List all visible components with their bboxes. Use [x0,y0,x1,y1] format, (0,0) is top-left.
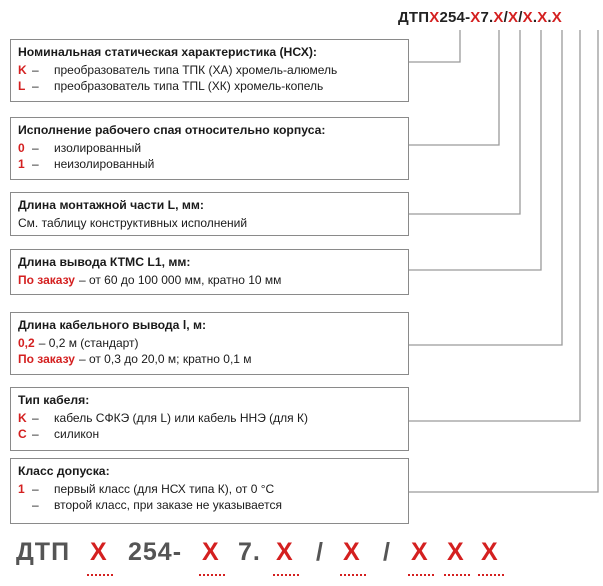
code-slash-2: / [518,9,523,26]
box-tolerance-row-2: – второй класс, при заказе не указывается [18,497,401,514]
option-text: преобразователь типа ТПК (ХА) хромель-алюмель [54,62,338,77]
dotted-underline [87,574,113,576]
bottom-code-x3: Х [276,538,294,566]
box-mount-length-line: См. таблицу конструктивных исполнений [18,215,248,230]
box-junction-row-1: 1 – неизолированный [18,157,155,171]
box-cable-length [10,312,409,375]
bottom-code-x1: Х [90,538,108,566]
order-label: По заказу [18,272,75,287]
bottom-code-x4: Х [343,538,361,566]
dotted-underline [478,574,504,576]
option-text: кабель СФКЭ (для L) или кабель ННЭ (для К) [54,410,309,425]
box-junction [10,117,409,180]
box-mount-length-title: Длина монтажной части L, мм: [18,198,204,212]
connector-tolerance [409,30,598,492]
option-key: K [18,62,27,77]
box-mount-length [10,192,409,236]
box-nsh-row-k: K – преобразователь типа ТПК (ХА) хромель-алюмель [18,62,338,77]
code-pos-ktms: Х [508,9,519,26]
box-cable-type-title: Тип кабеля: [18,393,90,407]
code-pos-cable-length: Х [522,9,533,26]
connector-mount-length [409,30,520,214]
code-pos-tolerance: Х [551,9,563,26]
box-junction-row-0: 0 – изолированный [18,140,142,155]
bottom-code [12,538,592,582]
code-dot-b: . [547,9,552,26]
bottom-code-slash-2: / [383,538,391,566]
connector-nsh [409,30,460,62]
code-seven: 7. [480,9,494,26]
code-number: 254- [439,9,471,26]
bottom-code-x2: Х [202,538,220,566]
box-cable-length-title: Длина кабельного вывода l, м: [18,318,207,332]
option-text: второй класс, при заказе не указывается [54,498,282,512]
dotted-underline [408,574,434,576]
box-junction-title: Исполнение рабочего спая относительно корпуса: [18,123,326,137]
option-key: K [18,410,27,425]
order-label: По заказу [18,352,75,366]
dotted-underline [340,574,366,576]
code-prefix: ДТП [398,9,430,26]
box-nsh-title: Номинальная статическая характеристика (НСХ): [18,45,317,59]
bottom-code-x7: Х [481,538,499,566]
box-tolerance [10,458,409,524]
box-cable-type-row-c: C – силикон [18,427,100,441]
box-nsh [10,39,409,102]
box-cable-length-line-2: По заказу – от 0,3 до 20,0 м; кратно 0,1 м [18,352,252,366]
option-key [18,497,32,514]
box-tolerance-title: Класс допуска: [18,464,110,478]
option-key: L [18,79,26,93]
connector-cable-type [409,30,580,421]
option-key: 1 [18,481,25,496]
box-nsh-row-l: L – преобразователь типа ТПL (ХК) хромель-копель [18,79,324,93]
option-text: изолированный [54,140,142,155]
standard-value: 0,2 [18,335,35,350]
bottom-code-slash-1: / [316,538,324,566]
option-key: 1 [18,157,25,171]
box-cable-length-line-1: 0,2 – 0,2 м (стандарт) [18,335,139,350]
bottom-code-x5: Х [411,538,429,566]
box-cable-type [10,387,409,451]
bottom-code-x6: Х [447,538,465,566]
code-pos-junction: Х [470,9,481,26]
code-slash-1: / [503,9,509,26]
option-text: силикон [54,427,100,441]
box-tolerance-row-1: 1 – первый класс (для НСХ типа К), от 0 °С [18,481,275,496]
bottom-code-number: 254- [128,538,183,566]
dotted-underline [199,574,225,576]
dotted-underline [444,574,470,576]
code-pos-length: Х [493,9,504,26]
bottom-code-seven: 7. [238,538,261,566]
option-text: преобразователь типа ТПL (ХК) хромель-копель [54,79,324,93]
box-cable-type-row-k: K – кабель СФКЭ (для L) или кабель ННЭ (для К) [18,410,309,425]
connector-ktms [409,30,541,270]
code-dot-a: . [532,9,538,26]
option-text: неизолированный [54,157,155,171]
code-pos-cable-type: Х [537,9,548,26]
connector-cable-length [409,30,562,345]
box-ktms-length [10,249,409,295]
box-ktms-length-line: По заказу – от 60 до 100 000 мм, кратно 10 мм [18,272,282,287]
connector-junction [409,30,499,145]
dotted-underline [273,574,299,576]
bottom-code-prefix: ДТП [16,538,71,566]
code-pos-nsh: Х [429,9,440,26]
box-ktms-length-title: Длина вывода КТМС L1, мм: [18,255,191,269]
option-key: 0 [18,140,25,155]
option-key: C [18,427,27,441]
option-text: первый класс (для НСХ типа К), от 0 °С [54,481,275,496]
